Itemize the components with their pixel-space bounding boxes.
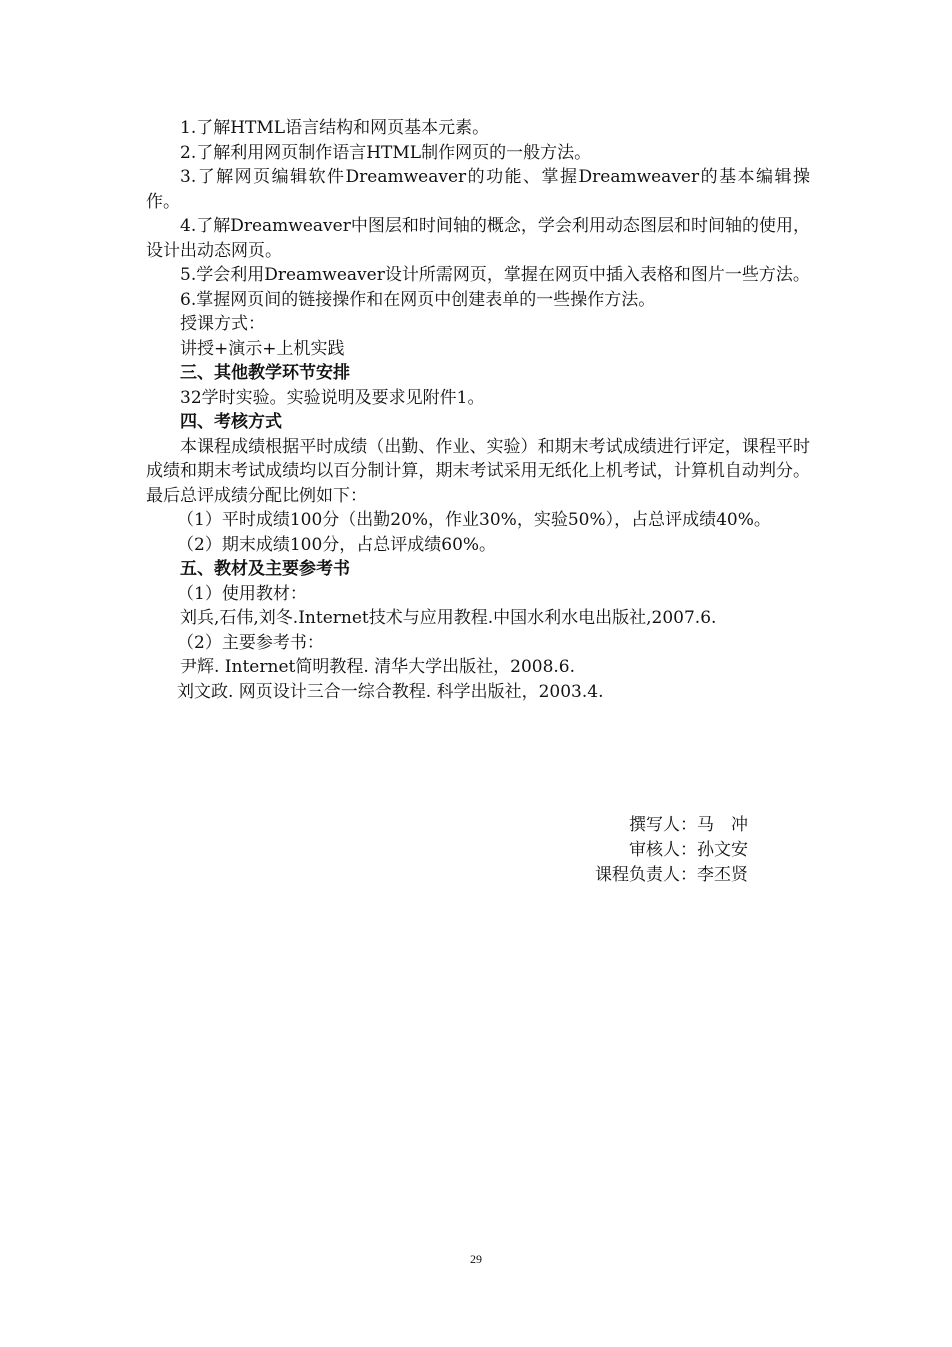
section-4-text: 本课程成绩根据平时成绩（出勤、作业、实验）和期末考试成绩进行评定，课程平时成绩和期末考试成绩均以百分制计算，期末考试采用无纸化上机考试，计算机自动判分。最后总评成绩分配比例如下： — [146, 436, 810, 506]
objective-5: 5.学会利用Dreamweaver设计所需网页，掌握在网页中插入表格和图片一些方法。 — [180, 265, 810, 285]
section-4-title: 四、考核方式 — [180, 412, 282, 432]
objective-1: 1.了解HTML语言结构和网页基本元素。 — [180, 118, 490, 138]
assessment-item-1: （1）平时成绩100分（出勤20%，作业30%，实验50%），占总评成绩40%。 — [177, 510, 771, 530]
page-number: 29 — [470, 1252, 482, 1266]
assessment-item-2: （2）期末成绩100分，占总评成绩60%。 — [177, 534, 497, 555]
references-label: （2）主要参考书： — [177, 632, 324, 653]
textbook-label: （1）使用教材： — [177, 583, 307, 604]
objective-3: 3.了解网页编辑软件Dreamweaver的功能、掌握Dreamweaver的基本编辑操作。 — [146, 167, 810, 212]
signature-block — [595, 813, 748, 888]
reference-entry-1: 尹辉. Internet简明教程. 清华大学出版社，2008.6. — [180, 657, 576, 677]
teaching-method-label: 授课方式： — [180, 314, 265, 334]
reviewer-signature: 审核人：孙文安 — [629, 840, 748, 860]
reference-entry-2: 刘文政. 网页设计三合一综合教程. 科学出版社，2003.4. — [177, 681, 604, 702]
objective-2: 2.了解利用网页制作语言HTML制作网页的一般方法。 — [180, 142, 592, 163]
section-3-title: 三、其他教学环节安排 — [180, 363, 350, 383]
author-signature: 撰写人：马 冲 — [629, 815, 748, 835]
objective-6: 6.掌握网页间的链接操作和在网页中创建表单的一些操作方法。 — [180, 289, 656, 310]
document-body — [146, 116, 810, 704]
section-5-title: 五、教材及主要参考书 — [180, 559, 350, 579]
teaching-method-value: 讲授+演示+上机实践 — [180, 338, 345, 359]
section-3-text: 32学时实验。实验说明及要求见附件1。 — [180, 387, 485, 408]
textbook-entry: 刘兵,石伟,刘冬.Internet技术与应用教程.中国水利水电出版社,2007.6. — [180, 608, 717, 628]
objective-4: 4.了解Dreamweaver中图层和时间轴的概念，学会利用动态图层和时间轴的使用，设计出动态网页。 — [146, 216, 810, 261]
course-lead-signature: 课程负责人：李丕贤 — [595, 865, 748, 885]
